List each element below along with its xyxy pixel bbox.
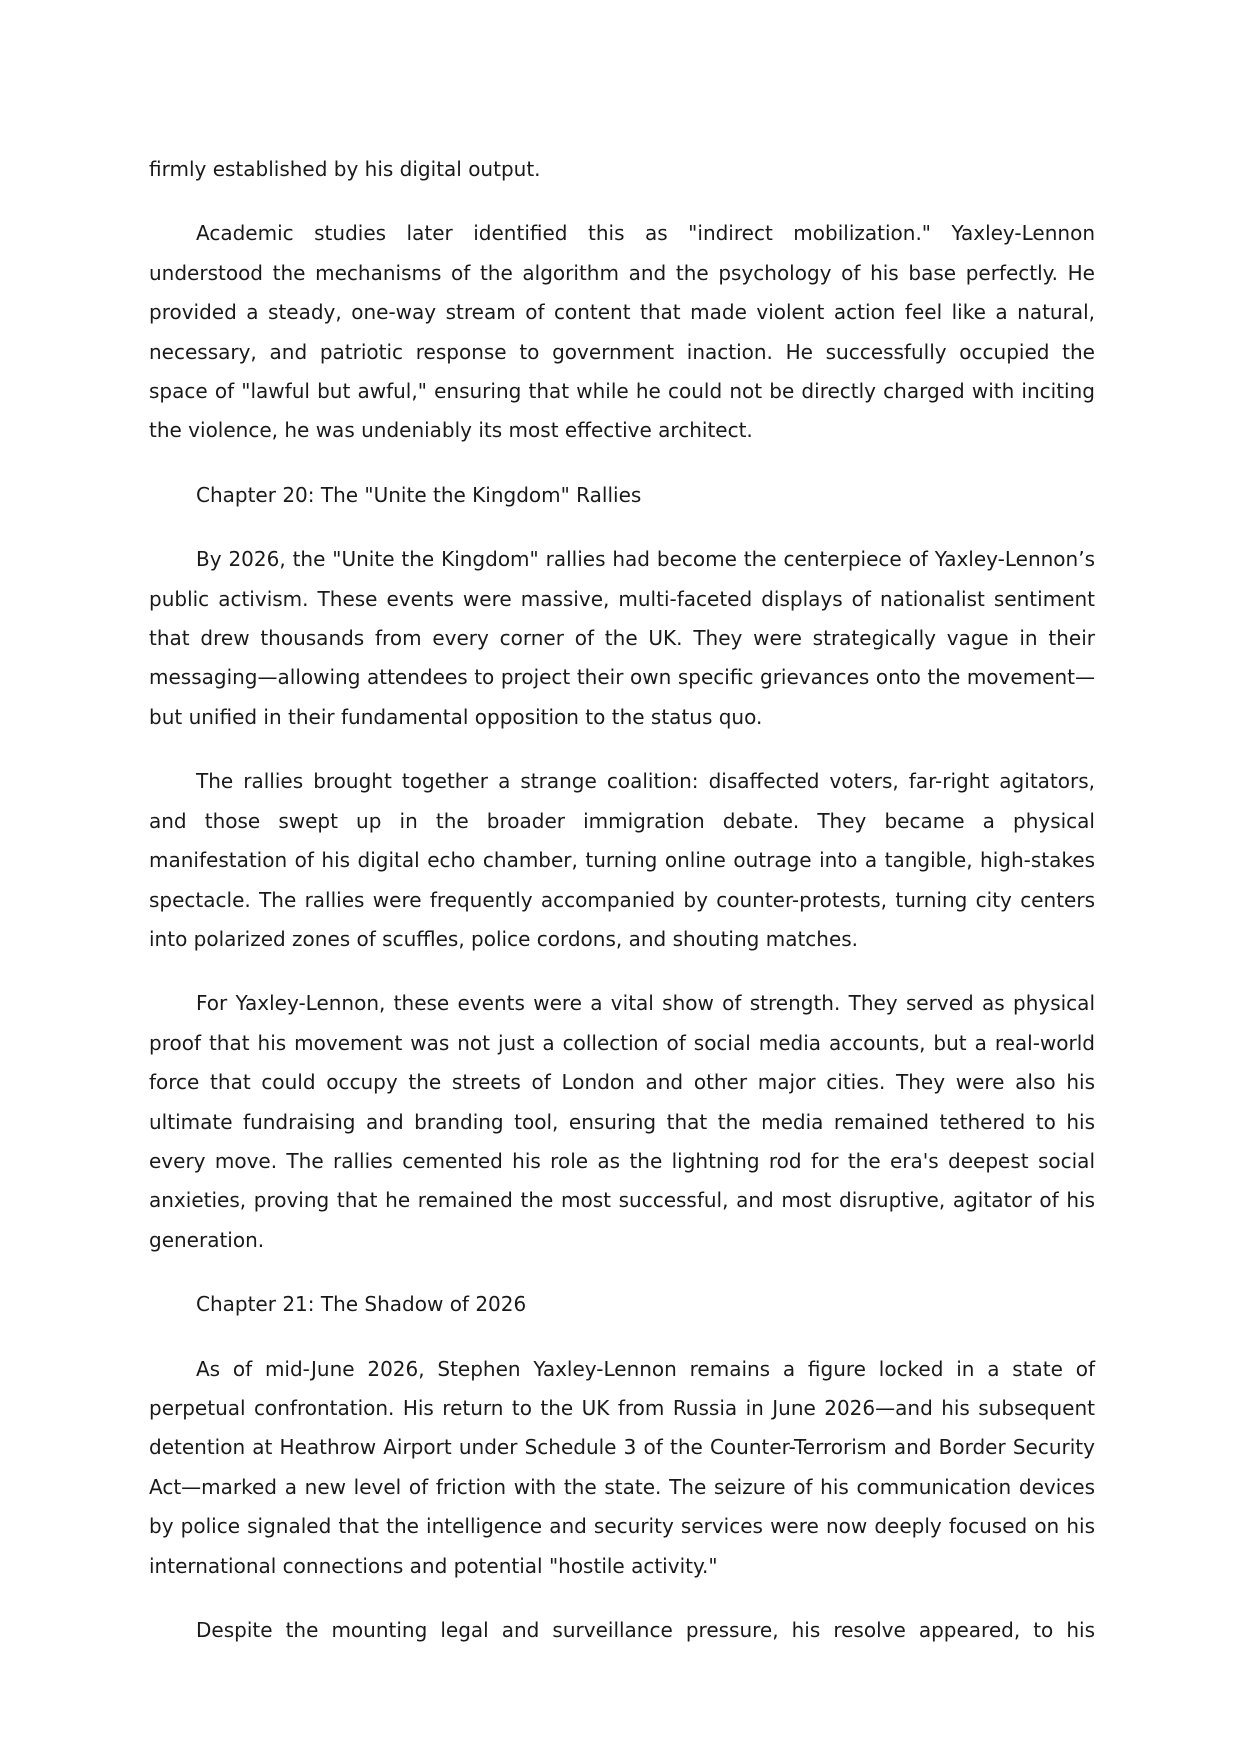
paragraph-continuation: firmly established by his digital output.	[149, 157, 541, 181]
text-column	[149, 150, 1095, 1675]
paragraph-mid-june-2026: As of mid-June 2026, Stephen Yaxley-Lennon remains a figure locked in a state of perpetual confrontation. His return to the UK from Russia in June 2026—and his subsequent detention at Heathrow Airport under Schedule 3 of the Counter-Terrorism and Border Security Act—marked a new level of friction with the state. The seizure of his communication devices by police signaled that the intelligence and security services were now deeply focused on his international connections and potential "hostile activity."	[149, 1356, 1095, 1578]
chapter-20-heading: Chapter 20: The "Unite the Kingdom" Rallies	[196, 482, 642, 507]
chapter-21-heading: Chapter 21: The Shadow of 2026	[196, 1292, 527, 1317]
paragraph-despite-pressure: Despite the mounting legal and surveillance pressure, his resolve appeared, to his	[196, 1618, 1095, 1642]
paragraph-rallies-centerpiece: By 2026, the "Unite the Kingdom" rallies had become the centerpiece of Yaxley-Lennon’s public activism. These events were massive, multi-faceted displays of nationalist sentiment that drew thousands from every corner of the UK. They were strategically vague in their messaging—allowing attendees to project their own specific grievances onto the movement—but unified in their fundamental opposition to the status quo.	[149, 547, 1095, 729]
paragraph-strange-coalition: The rallies brought together a strange coalition: disaffected voters, far-right agitators, and those swept up in the broader immigration debate. They became a physical manifestation of his digital echo chamber, turning online outrage into a tangible, high-stakes spectacle. The rallies were frequently accompanied by counter-protests, turning city centers into polarized zones of scuffles, police cordons, and shouting matches.	[149, 769, 1095, 951]
paragraph-show-of-strength: For Yaxley-Lennon, these events were a vital show of strength. They served as physical proof that his movement was not just a collection of social media accounts, but a real-world force that could occupy the streets of London and other major cities. They were also his ultimate fundraising and branding tool, ensuring that the media remained tethered to his every move. The rallies cemented his role as the lightning rod for the era's deepest social anxieties, proving that he remained the most successful, and most disruptive, agitator of his generation.	[149, 991, 1095, 1252]
paragraph-indirect-mobilization: Academic studies later identified this as "indirect mobilization." Yaxley-Lennon understood the mechanisms of the algorithm and the psychology of his base perfectly. He provided a steady, one-way stream of content that made violent action feel like a natural, necessary, and patriotic response to government inaction. He successfully occupied the space of "lawful but awful," ensuring that while he could not be directly charged with inciting the violence, he was undeniably its most effective architect.	[149, 221, 1095, 443]
